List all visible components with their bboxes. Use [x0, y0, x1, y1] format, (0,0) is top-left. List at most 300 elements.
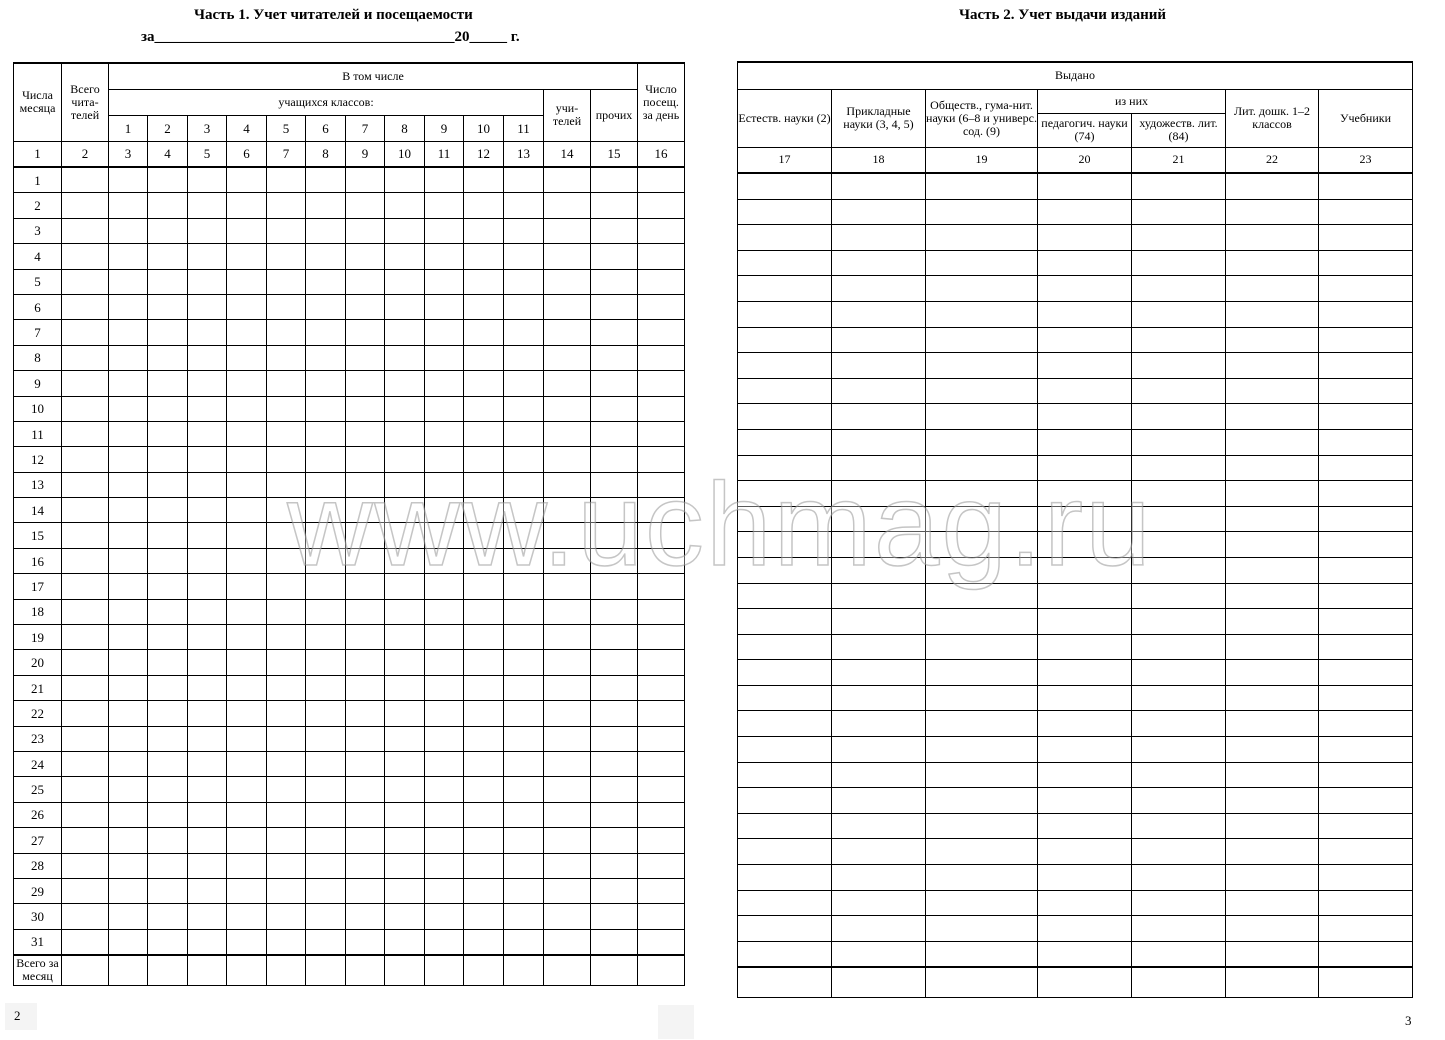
table-cell[interactable]	[832, 711, 926, 737]
table-cell[interactable]	[738, 583, 832, 609]
table-cell[interactable]	[1132, 506, 1226, 532]
table-cell[interactable]	[1038, 916, 1132, 942]
table-cell[interactable]	[738, 225, 832, 251]
table-cell[interactable]	[148, 269, 188, 294]
table-cell[interactable]	[306, 929, 346, 955]
table-cell[interactable]	[1226, 557, 1319, 583]
table-cell[interactable]	[1132, 199, 1226, 225]
table-cell[interactable]	[1132, 481, 1226, 507]
table-cell[interactable]	[1132, 890, 1226, 916]
table-cell[interactable]	[1319, 660, 1413, 686]
table-cell[interactable]	[1319, 481, 1413, 507]
table-cell[interactable]	[591, 345, 638, 370]
table-cell[interactable]	[504, 878, 544, 903]
table-cell[interactable]	[1038, 327, 1132, 353]
table-cell[interactable]	[926, 916, 1038, 942]
table-cell[interactable]	[385, 650, 425, 675]
table-cell[interactable]	[504, 929, 544, 955]
table-cell[interactable]	[544, 701, 591, 726]
table-cell[interactable]	[346, 447, 385, 472]
table-cell[interactable]	[62, 447, 109, 472]
table-cell[interactable]	[385, 294, 425, 319]
table-cell[interactable]	[425, 447, 464, 472]
table-cell[interactable]	[188, 193, 227, 218]
table-cell[interactable]	[926, 250, 1038, 276]
table-cell[interactable]	[1226, 378, 1319, 404]
table-cell[interactable]	[591, 320, 638, 345]
table-cell[interactable]	[109, 802, 148, 827]
table-cell[interactable]	[109, 396, 148, 421]
table-cell[interactable]	[306, 726, 346, 751]
table-cell[interactable]	[346, 320, 385, 345]
table-cell[interactable]	[1132, 711, 1226, 737]
table-cell[interactable]	[1038, 660, 1132, 686]
table-cell[interactable]	[1319, 583, 1413, 609]
table-cell[interactable]	[1226, 634, 1319, 660]
table-cell[interactable]	[306, 599, 346, 624]
table-cell[interactable]	[188, 574, 227, 599]
table-cell[interactable]	[638, 218, 685, 243]
table-cell[interactable]	[267, 218, 306, 243]
table-cell[interactable]	[544, 751, 591, 776]
table-cell[interactable]	[425, 802, 464, 827]
table-cell[interactable]	[306, 523, 346, 548]
table-cell[interactable]	[638, 498, 685, 523]
table-cell[interactable]	[1319, 737, 1413, 763]
table-cell[interactable]	[504, 523, 544, 548]
table-cell[interactable]	[832, 429, 926, 455]
table-cell[interactable]	[385, 193, 425, 218]
table-cell[interactable]	[926, 276, 1038, 302]
table-cell[interactable]	[738, 788, 832, 814]
table-cell[interactable]	[504, 574, 544, 599]
table-cell[interactable]	[1038, 557, 1132, 583]
table-cell[interactable]	[267, 498, 306, 523]
table-cell[interactable]	[306, 853, 346, 878]
table-cell[interactable]	[148, 777, 188, 802]
table-cell[interactable]	[1038, 634, 1132, 660]
table-cell[interactable]	[738, 250, 832, 276]
table-cell[interactable]	[1226, 250, 1319, 276]
table-cell[interactable]	[832, 660, 926, 686]
table-cell[interactable]	[738, 916, 832, 942]
table-cell[interactable]	[591, 802, 638, 827]
table-cell[interactable]	[267, 599, 306, 624]
table-cell[interactable]	[832, 327, 926, 353]
table-cell[interactable]	[504, 193, 544, 218]
table-cell[interactable]	[591, 828, 638, 853]
table-cell[interactable]	[385, 574, 425, 599]
table-cell[interactable]	[1226, 173, 1319, 199]
table-cell[interactable]	[148, 751, 188, 776]
table-cell[interactable]	[926, 609, 1038, 635]
table-cell[interactable]	[638, 447, 685, 472]
table-cell[interactable]	[544, 878, 591, 903]
table-cell[interactable]	[62, 574, 109, 599]
table-cell[interactable]	[425, 345, 464, 370]
table-cell[interactable]	[544, 193, 591, 218]
table-cell[interactable]	[1132, 813, 1226, 839]
table-cell[interactable]	[109, 650, 148, 675]
table-cell[interactable]	[738, 429, 832, 455]
table-cell[interactable]	[346, 701, 385, 726]
table-cell[interactable]	[425, 574, 464, 599]
table-cell[interactable]	[62, 294, 109, 319]
table-cell[interactable]	[425, 878, 464, 903]
table-cell[interactable]	[62, 777, 109, 802]
table-cell[interactable]	[1226, 583, 1319, 609]
table-cell[interactable]	[1038, 839, 1132, 865]
table-cell[interactable]	[425, 167, 464, 193]
table-cell[interactable]	[148, 955, 188, 985]
table-cell[interactable]	[62, 320, 109, 345]
table-cell[interactable]	[346, 421, 385, 446]
table-cell[interactable]	[926, 506, 1038, 532]
table-cell[interactable]	[148, 904, 188, 929]
table-cell[interactable]	[738, 353, 832, 379]
table-cell[interactable]	[109, 320, 148, 345]
table-cell[interactable]	[1038, 276, 1132, 302]
table-cell[interactable]	[227, 701, 267, 726]
table-cell[interactable]	[188, 878, 227, 903]
table-cell[interactable]	[1226, 685, 1319, 711]
table-cell[interactable]	[385, 751, 425, 776]
table-cell[interactable]	[591, 294, 638, 319]
table-cell[interactable]	[638, 828, 685, 853]
table-cell[interactable]	[738, 941, 832, 967]
table-cell[interactable]	[267, 853, 306, 878]
table-cell[interactable]	[227, 320, 267, 345]
table-cell[interactable]	[504, 828, 544, 853]
table-cell[interactable]	[346, 574, 385, 599]
table-cell[interactable]	[926, 839, 1038, 865]
table-cell[interactable]	[148, 244, 188, 269]
table-cell[interactable]	[109, 751, 148, 776]
table-cell[interactable]	[346, 828, 385, 853]
table-cell[interactable]	[1038, 967, 1132, 997]
table-cell[interactable]	[267, 650, 306, 675]
table-cell[interactable]	[504, 548, 544, 573]
table-cell[interactable]	[267, 701, 306, 726]
table-cell[interactable]	[832, 788, 926, 814]
table-cell[interactable]	[306, 548, 346, 573]
table-cell[interactable]	[638, 548, 685, 573]
table-cell[interactable]	[638, 751, 685, 776]
table-cell[interactable]	[638, 269, 685, 294]
table-cell[interactable]	[1132, 301, 1226, 327]
table-cell[interactable]	[591, 955, 638, 985]
table-cell[interactable]	[738, 301, 832, 327]
table-cell[interactable]	[464, 447, 504, 472]
table-cell[interactable]	[738, 276, 832, 302]
table-cell[interactable]	[227, 523, 267, 548]
table-cell[interactable]	[638, 802, 685, 827]
table-cell[interactable]	[1132, 788, 1226, 814]
table-cell[interactable]	[926, 199, 1038, 225]
table-cell[interactable]	[738, 813, 832, 839]
table-cell[interactable]	[306, 320, 346, 345]
table-cell[interactable]	[62, 167, 109, 193]
table-cell[interactable]	[591, 929, 638, 955]
table-cell[interactable]	[591, 498, 638, 523]
table-cell[interactable]	[591, 904, 638, 929]
table-cell[interactable]	[62, 929, 109, 955]
table-cell[interactable]	[306, 625, 346, 650]
table-cell[interactable]	[425, 828, 464, 853]
table-cell[interactable]	[1226, 865, 1319, 891]
table-cell[interactable]	[227, 396, 267, 421]
table-cell[interactable]	[1226, 327, 1319, 353]
table-cell[interactable]	[306, 167, 346, 193]
table-cell[interactable]	[1226, 839, 1319, 865]
table-cell[interactable]	[425, 193, 464, 218]
table-cell[interactable]	[464, 751, 504, 776]
table-cell[interactable]	[148, 853, 188, 878]
table-cell[interactable]	[346, 878, 385, 903]
table-cell[interactable]	[62, 548, 109, 573]
table-cell[interactable]	[1319, 225, 1413, 251]
table-cell[interactable]	[109, 167, 148, 193]
table-cell[interactable]	[109, 244, 148, 269]
table-cell[interactable]	[346, 929, 385, 955]
table-cell[interactable]	[425, 955, 464, 985]
table-cell[interactable]	[62, 244, 109, 269]
table-cell[interactable]	[188, 320, 227, 345]
table-cell[interactable]	[464, 523, 504, 548]
table-cell[interactable]	[464, 269, 504, 294]
table-cell[interactable]	[109, 218, 148, 243]
table-cell[interactable]	[1226, 711, 1319, 737]
table-cell[interactable]	[591, 650, 638, 675]
table-cell[interactable]	[591, 675, 638, 700]
table-cell[interactable]	[1038, 173, 1132, 199]
table-cell[interactable]	[591, 853, 638, 878]
table-cell[interactable]	[1132, 660, 1226, 686]
table-cell[interactable]	[346, 294, 385, 319]
table-cell[interactable]	[62, 726, 109, 751]
table-cell[interactable]	[109, 625, 148, 650]
table-cell[interactable]	[464, 929, 504, 955]
table-cell[interactable]	[591, 396, 638, 421]
table-cell[interactable]	[62, 802, 109, 827]
table-cell[interactable]	[504, 625, 544, 650]
table-cell[interactable]	[109, 574, 148, 599]
table-cell[interactable]	[346, 193, 385, 218]
table-cell[interactable]	[1038, 506, 1132, 532]
table-cell[interactable]	[346, 625, 385, 650]
table-cell[interactable]	[504, 751, 544, 776]
table-cell[interactable]	[62, 193, 109, 218]
table-cell[interactable]	[464, 396, 504, 421]
table-cell[interactable]	[385, 523, 425, 548]
table-cell[interactable]	[385, 396, 425, 421]
table-cell[interactable]	[425, 498, 464, 523]
table-cell[interactable]	[306, 218, 346, 243]
table-cell[interactable]	[267, 574, 306, 599]
table-cell[interactable]	[62, 878, 109, 903]
table-cell[interactable]	[1226, 225, 1319, 251]
table-cell[interactable]	[1132, 353, 1226, 379]
table-cell[interactable]	[188, 955, 227, 985]
table-cell[interactable]	[267, 193, 306, 218]
table-cell[interactable]	[188, 929, 227, 955]
table-cell[interactable]	[1319, 327, 1413, 353]
table-cell[interactable]	[425, 523, 464, 548]
table-cell[interactable]	[544, 802, 591, 827]
table-cell[interactable]	[109, 269, 148, 294]
table-cell[interactable]	[148, 421, 188, 446]
table-cell[interactable]	[1038, 788, 1132, 814]
table-cell[interactable]	[109, 726, 148, 751]
table-cell[interactable]	[1319, 634, 1413, 660]
table-cell[interactable]	[1319, 404, 1413, 430]
table-cell[interactable]	[267, 878, 306, 903]
table-cell[interactable]	[544, 650, 591, 675]
table-cell[interactable]	[738, 634, 832, 660]
table-cell[interactable]	[306, 904, 346, 929]
table-cell[interactable]	[346, 498, 385, 523]
table-cell[interactable]	[1038, 250, 1132, 276]
table-cell[interactable]	[591, 472, 638, 497]
table-cell[interactable]	[109, 523, 148, 548]
table-cell[interactable]	[1226, 762, 1319, 788]
table-cell[interactable]	[188, 751, 227, 776]
table-cell[interactable]	[504, 320, 544, 345]
table-cell[interactable]	[544, 447, 591, 472]
table-cell[interactable]	[591, 244, 638, 269]
table-cell[interactable]	[464, 701, 504, 726]
table-cell[interactable]	[544, 167, 591, 193]
table-cell[interactable]	[306, 447, 346, 472]
table-cell[interactable]	[385, 675, 425, 700]
table-cell[interactable]	[1132, 532, 1226, 558]
table-cell[interactable]	[544, 599, 591, 624]
table-cell[interactable]	[738, 609, 832, 635]
table-cell[interactable]	[227, 675, 267, 700]
table-cell[interactable]	[148, 726, 188, 751]
table-cell[interactable]	[267, 472, 306, 497]
table-cell[interactable]	[227, 878, 267, 903]
table-cell[interactable]	[425, 320, 464, 345]
table-cell[interactable]	[267, 929, 306, 955]
table-cell[interactable]	[267, 751, 306, 776]
table-cell[interactable]	[1038, 737, 1132, 763]
table-cell[interactable]	[227, 167, 267, 193]
table-cell[interactable]	[544, 523, 591, 548]
table-cell[interactable]	[832, 916, 926, 942]
table-cell[interactable]	[62, 345, 109, 370]
table-cell[interactable]	[306, 498, 346, 523]
table-cell[interactable]	[504, 599, 544, 624]
table-cell[interactable]	[1226, 276, 1319, 302]
table-cell[interactable]	[306, 294, 346, 319]
table-cell[interactable]	[926, 762, 1038, 788]
table-cell[interactable]	[1132, 685, 1226, 711]
table-cell[interactable]	[385, 929, 425, 955]
table-cell[interactable]	[464, 650, 504, 675]
table-cell[interactable]	[1226, 455, 1319, 481]
table-cell[interactable]	[1319, 890, 1413, 916]
table-cell[interactable]	[926, 865, 1038, 891]
table-cell[interactable]	[591, 751, 638, 776]
table-cell[interactable]	[738, 199, 832, 225]
table-cell[interactable]	[591, 599, 638, 624]
table-cell[interactable]	[425, 218, 464, 243]
table-cell[interactable]	[1038, 199, 1132, 225]
table-cell[interactable]	[464, 777, 504, 802]
table-cell[interactable]	[188, 853, 227, 878]
table-cell[interactable]	[385, 828, 425, 853]
table-cell[interactable]	[464, 625, 504, 650]
table-cell[interactable]	[425, 726, 464, 751]
table-cell[interactable]	[1319, 967, 1413, 997]
table-cell[interactable]	[638, 345, 685, 370]
table-cell[interactable]	[464, 218, 504, 243]
table-cell[interactable]	[504, 955, 544, 985]
table-cell[interactable]	[267, 548, 306, 573]
table-cell[interactable]	[109, 675, 148, 700]
table-cell[interactable]	[926, 967, 1038, 997]
table-cell[interactable]	[638, 574, 685, 599]
table-cell[interactable]	[504, 802, 544, 827]
table-cell[interactable]	[1132, 250, 1226, 276]
table-cell[interactable]	[738, 711, 832, 737]
table-cell[interactable]	[1226, 660, 1319, 686]
table-cell[interactable]	[544, 320, 591, 345]
table-cell[interactable]	[109, 345, 148, 370]
table-cell[interactable]	[464, 599, 504, 624]
table-cell[interactable]	[544, 828, 591, 853]
table-cell[interactable]	[385, 371, 425, 396]
table-cell[interactable]	[1226, 199, 1319, 225]
table-cell[interactable]	[1038, 762, 1132, 788]
table-cell[interactable]	[267, 955, 306, 985]
table-cell[interactable]	[385, 244, 425, 269]
table-cell[interactable]	[1319, 788, 1413, 814]
table-cell[interactable]	[267, 421, 306, 446]
table-cell[interactable]	[464, 904, 504, 929]
table-cell[interactable]	[148, 167, 188, 193]
table-cell[interactable]	[188, 345, 227, 370]
table-cell[interactable]	[188, 167, 227, 193]
table-cell[interactable]	[1132, 429, 1226, 455]
table-cell[interactable]	[591, 548, 638, 573]
table-cell[interactable]	[1038, 225, 1132, 251]
table-cell[interactable]	[1319, 250, 1413, 276]
table-cell[interactable]	[738, 327, 832, 353]
table-cell[interactable]	[425, 625, 464, 650]
table-cell[interactable]	[544, 244, 591, 269]
table-cell[interactable]	[109, 904, 148, 929]
table-cell[interactable]	[738, 890, 832, 916]
table-cell[interactable]	[306, 955, 346, 985]
table-cell[interactable]	[62, 904, 109, 929]
table-cell[interactable]	[638, 193, 685, 218]
table-cell[interactable]	[385, 777, 425, 802]
table-cell[interactable]	[832, 967, 926, 997]
table-cell[interactable]	[306, 574, 346, 599]
table-cell[interactable]	[591, 878, 638, 903]
table-cell[interactable]	[926, 788, 1038, 814]
table-cell[interactable]	[504, 701, 544, 726]
table-cell[interactable]	[62, 625, 109, 650]
table-cell[interactable]	[346, 244, 385, 269]
table-cell[interactable]	[425, 650, 464, 675]
table-cell[interactable]	[188, 421, 227, 446]
table-cell[interactable]	[267, 269, 306, 294]
table-cell[interactable]	[926, 532, 1038, 558]
table-cell[interactable]	[1226, 429, 1319, 455]
